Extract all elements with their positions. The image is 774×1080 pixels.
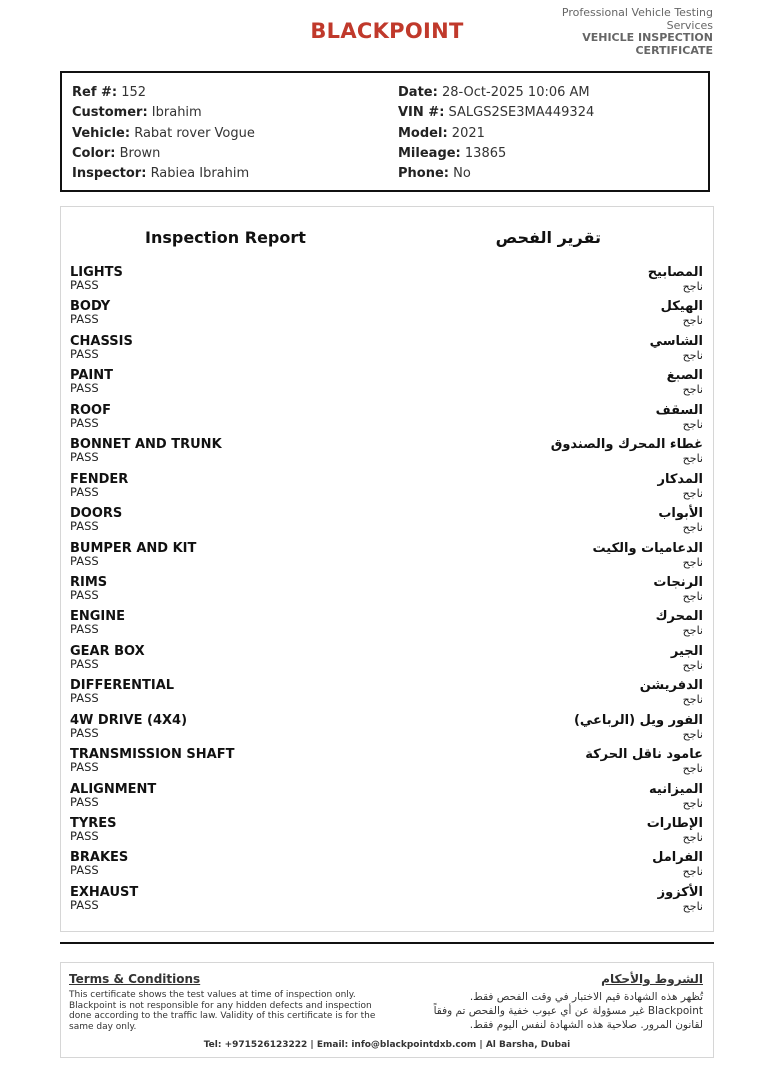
inspector-value: Rabiea Ibrahim xyxy=(150,166,250,182)
inspection-item xyxy=(70,299,703,333)
item-status-en: PASS xyxy=(70,346,99,361)
item-status-en: PASS xyxy=(70,553,99,568)
item-name-en: 4W DRIVE (4X4) xyxy=(70,712,188,728)
terms-title-ar: الشروط والأحكام xyxy=(601,972,703,986)
date-value: 28-Oct-2025 10:06 AM xyxy=(441,85,590,100)
date-row xyxy=(398,83,594,103)
inspector-row xyxy=(72,164,255,184)
ref-label: Ref #: xyxy=(72,85,118,100)
inspection-item xyxy=(70,506,703,540)
inspector-label: Inspector: xyxy=(72,166,147,182)
color-row xyxy=(72,144,255,164)
item-status-en: PASS xyxy=(70,863,99,878)
info-right-column xyxy=(398,83,594,184)
phone-row xyxy=(398,164,594,184)
item-status-ar: ناجح xyxy=(682,589,703,603)
phone-label: Phone: xyxy=(398,166,449,182)
brand-title: BLACKPOINT xyxy=(310,19,464,43)
item-status-en: PASS xyxy=(70,519,99,534)
item-status-en: PASS xyxy=(70,587,99,602)
item-status-ar: ناجح xyxy=(682,796,703,810)
item-name-en: RIMS xyxy=(70,574,108,590)
inspection-item xyxy=(70,850,703,884)
item-name-en: BONNET AND TRUNK xyxy=(70,437,222,453)
item-name-en: FENDER xyxy=(70,471,129,487)
divider-line xyxy=(60,942,714,944)
terms-ar-line-1: تُظهر هذه الشهادة قيم الاختبار في وقت الفحص فقط. xyxy=(469,991,703,1003)
terms-box xyxy=(60,962,714,1058)
item-status-ar: ناجح xyxy=(682,658,703,672)
header-subtitle xyxy=(493,7,713,57)
item-status-ar: ناجح xyxy=(682,486,703,500)
item-status-en: PASS xyxy=(70,691,99,706)
item-name-en: CHASSIS xyxy=(70,333,133,349)
vehicle-label: Vehicle: xyxy=(72,125,131,141)
item-name-ar: الجير xyxy=(670,643,703,659)
item-status-en: PASS xyxy=(70,897,99,912)
item-status-en: PASS xyxy=(70,381,99,396)
vehicle-row xyxy=(72,124,255,144)
inspection-item xyxy=(70,334,703,368)
item-status-en: PASS xyxy=(70,760,99,775)
item-name-en: LIGHTS xyxy=(70,265,123,280)
vehicle-value: Rabat rover Vogue xyxy=(134,125,255,141)
color-value: Brown xyxy=(119,145,161,161)
subtitle-line-1: Professional Vehicle Testing xyxy=(561,6,713,19)
date-label: Date: xyxy=(398,85,438,100)
item-status-ar: ناجح xyxy=(682,417,703,431)
item-name-ar: عامود ناقل الحركة xyxy=(585,747,703,763)
item-name-en: DOORS xyxy=(70,506,123,522)
item-name-ar: الأبواب xyxy=(658,506,703,522)
inspection-item xyxy=(70,472,703,506)
item-name-ar: الفرامل xyxy=(652,850,703,866)
item-status-en: PASS xyxy=(70,278,99,292)
inspection-item xyxy=(70,541,703,575)
mileage-row xyxy=(398,144,594,164)
item-name-ar: الأكزوز xyxy=(657,884,703,900)
inspection-item xyxy=(70,816,703,850)
item-status-ar: ناجح xyxy=(682,762,703,776)
ref-value: 152 xyxy=(121,85,147,100)
certificate-line-1: VEHICLE INSPECTION xyxy=(582,31,713,44)
model-label: Model: xyxy=(398,125,448,141)
mileage-label: Mileage: xyxy=(398,145,461,161)
item-name-en: TYRES xyxy=(70,816,117,831)
item-name-en: EXHAUST xyxy=(70,884,139,900)
terms-text-en: This certificate shows the test values at time of inspection only. Blackpoint is not responsible for any hidden defects and inspection done according to the traffic law. Validity of this certificate is for the same day only. xyxy=(69,990,376,1032)
item-name-en: ENGINE xyxy=(70,609,126,625)
inspection-item xyxy=(70,678,703,712)
item-status-en: PASS xyxy=(70,415,99,430)
customer-value: Ibrahim xyxy=(151,105,202,121)
model-value: 2021 xyxy=(451,125,485,141)
mileage-value: 13865 xyxy=(464,145,507,161)
report-title-en: Inspection Report xyxy=(145,228,306,247)
item-name-en: ROOF xyxy=(70,402,111,418)
terms-ar-line-2: Blackpoint غير مسؤولة عن أي عيوب خفية والفحص تم وفقاً xyxy=(433,1005,703,1017)
phone-value: No xyxy=(453,166,471,182)
item-name-ar: الإطارات xyxy=(646,816,703,831)
item-status-en: PASS xyxy=(70,450,99,465)
model-row xyxy=(398,124,594,144)
item-status-ar: ناجح xyxy=(682,624,703,638)
item-status-ar: ناجح xyxy=(682,314,703,328)
item-status-en: PASS xyxy=(70,484,99,499)
vehicle-info-box xyxy=(60,71,710,192)
item-status-ar: ناجح xyxy=(682,555,703,569)
inspection-item xyxy=(70,644,703,678)
item-status-ar: ناجح xyxy=(682,693,703,707)
customer-label: Customer: xyxy=(72,105,148,121)
item-name-ar: السقف xyxy=(655,402,703,418)
inspection-item xyxy=(70,885,703,919)
item-name-en: ALIGNMENT xyxy=(70,781,157,797)
contact-line: Tel: +971526123222 | Email: info@blackpointdxb.com | Al Barsha, Dubai xyxy=(203,1040,571,1050)
item-name-ar: غطاء المحرك والصندوق xyxy=(550,437,703,453)
inspection-item xyxy=(70,747,703,781)
item-name-en: BODY xyxy=(70,299,111,315)
item-name-ar: المصابيح xyxy=(647,265,703,280)
item-status-en: PASS xyxy=(70,656,99,671)
terms-ar-line-3: لقانون المرور. صلاحية هذه الشهادة لنفس اليوم فقط. xyxy=(469,1019,703,1031)
subtitle-line-2: Services xyxy=(666,18,713,32)
item-status-ar: ناجح xyxy=(682,383,703,397)
customer-row xyxy=(72,103,255,123)
ref-row xyxy=(72,83,255,103)
inspection-items xyxy=(70,265,703,919)
item-status-ar: ناجح xyxy=(682,348,703,362)
inspection-item xyxy=(70,265,703,299)
vin-row xyxy=(398,103,594,123)
inspection-item xyxy=(70,368,703,402)
inspection-item xyxy=(70,609,703,643)
inspection-item xyxy=(70,782,703,816)
item-name-en: PAINT xyxy=(70,368,113,384)
item-name-ar: الدفريشن xyxy=(639,678,703,694)
terms-title-en: Terms & Conditions xyxy=(69,972,201,986)
item-status-en: PASS xyxy=(70,622,99,637)
item-status-ar: ناجح xyxy=(682,727,703,741)
item-name-ar: الدعاميات والكيت xyxy=(592,540,703,556)
inspection-item xyxy=(70,437,703,471)
vin-label: VIN #: xyxy=(398,105,445,121)
item-name-en: DIFFERENTIAL xyxy=(70,678,175,694)
item-name-ar: الفور ويل (الرباعي) xyxy=(573,712,703,728)
certificate-line-2: CERTIFICATE xyxy=(635,43,713,57)
item-name-en: TRANSMISSION SHAFT xyxy=(70,747,235,763)
item-status-en: PASS xyxy=(70,794,99,809)
info-left-column xyxy=(72,83,255,184)
inspection-report xyxy=(60,206,714,932)
report-title-ar: تقرير الفحص xyxy=(495,228,601,247)
terms-text-ar xyxy=(393,990,703,1032)
item-name-ar: الصبغ xyxy=(666,368,703,384)
item-status-en: PASS xyxy=(70,829,99,843)
item-name-ar: الميزانيه xyxy=(649,781,703,797)
item-name-en: BUMPER AND KIT xyxy=(70,540,197,556)
item-name-ar: الرنجات xyxy=(653,574,703,590)
item-status-en: PASS xyxy=(70,725,99,740)
item-name-ar: المدكار xyxy=(657,471,703,487)
item-status-ar: ناجح xyxy=(682,521,703,535)
item-status-ar: ناجح xyxy=(682,899,703,913)
item-status-ar: ناجح xyxy=(682,831,703,844)
item-status-ar: ناجح xyxy=(682,452,703,466)
item-name-ar: المحرك xyxy=(655,609,703,625)
vin-value: SALGS2SE3MA449324 xyxy=(448,105,595,121)
inspection-item xyxy=(70,713,703,747)
item-name-ar: الشاسي xyxy=(649,333,703,349)
inspection-item xyxy=(70,575,703,609)
item-name-en: GEAR BOX xyxy=(70,643,145,659)
item-status-ar: ناجح xyxy=(682,280,703,293)
item-name-en: BRAKES xyxy=(70,850,129,866)
item-status-en: PASS xyxy=(70,312,99,327)
item-name-ar: الهيكل xyxy=(660,299,703,315)
inspection-item xyxy=(70,403,703,437)
item-status-ar: ناجح xyxy=(682,865,703,879)
color-label: Color: xyxy=(72,145,116,161)
